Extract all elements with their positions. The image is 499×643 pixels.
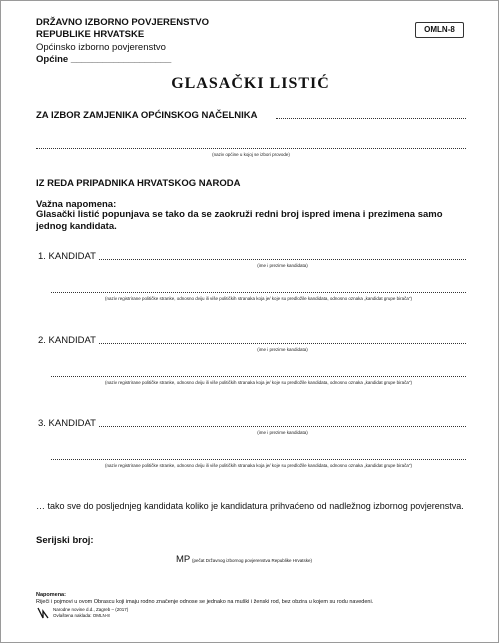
stamp-mark: MP [176, 554, 191, 565]
minority-label: IZ REDA PRIPADNIKA HRVATSKOG NARODA [36, 178, 241, 189]
serial-number-label: Serijski broj: [36, 535, 94, 546]
commission-name: DRŽAVNO IZBORNO POVJERENSTVO [36, 17, 209, 28]
candidate-1-name-line[interactable] [99, 259, 466, 260]
candidate-1-party-line[interactable] [51, 292, 466, 293]
municipality-line: Općine ___________________ [36, 54, 172, 65]
election-fill-line[interactable] [276, 118, 466, 119]
publisher-line-1: Narodne novine d.d., Zagreb – (2017) [53, 607, 129, 612]
municipal-commission: Općinsko izborno povjerenstvo [36, 42, 166, 53]
candidate-1-label: 1. KANDIDAT [38, 251, 96, 262]
municipality-caption: (naziv općine u kojoj se izbori provode) [212, 152, 290, 157]
candidate-2-party-line[interactable] [51, 376, 466, 377]
form-code-badge: OMLN-8 [415, 22, 464, 38]
municipality-fill-line[interactable] [36, 148, 466, 149]
note-heading: Važna napomena: [36, 199, 117, 210]
stamp-caption: (pečat Državnog izbornog povjerenstva Republike Hrvatske) [192, 558, 313, 563]
candidate-2-party-caption: (naziv registrirane političke stranke, odnosno dviju ili više političkih stranaka koja je/ koje su predložile kandidata, odnosno oznaka „kandidat grupe birača") [104, 380, 412, 385]
publisher-line-2: Ovlaštena naklada: OMLN-8 [53, 613, 110, 618]
candidate-3-name-line[interactable] [99, 426, 466, 427]
candidate-3-name-caption: (ime i prezime kandidata) [257, 430, 308, 435]
country-name: REPUBLIKE HRVATSKE [36, 29, 145, 40]
candidate-2-name-caption: (ime i prezime kandidata) [257, 347, 308, 352]
candidate-1-party-caption: (naziv registrirane političke stranke, odnosno dviju ili više političkih stranaka koja je/ koje su predložile kandidata, odnosno oznaka „kandidat grupe birača") [104, 296, 412, 301]
page-title: GLASAČKI LISTIĆ [171, 75, 330, 92]
candidate-2-label: 2. KANDIDAT [38, 335, 96, 346]
candidate-3-label: 3. KANDIDAT [38, 418, 96, 429]
publisher-logo-icon [37, 607, 49, 619]
candidate-3-party-line[interactable] [51, 459, 466, 460]
election-label: ZA IZBOR ZAMJENIKA OPĆINSKOG NAČELNIKA [36, 110, 258, 121]
note-text: Glasački listić popunjava se tako da se zaokruži redni broj ispred imena i prezimena samo jednog kandidata. [36, 209, 443, 232]
footer-note-text: Riječi i pojmovi u ovom Obrascu koji imaju rodno značenje odnose se jednako na muški i ženski rod, bez obzira u kojem su rodu navedeni. [36, 599, 374, 605]
footer-note-heading: Napomena: [36, 592, 66, 598]
candidate-3-party-caption: (naziv registrirane političke stranke, odnosno dviju ili više političkih stranaka koja je/ koje su predložile kandidata, odnosno oznaka „kandidat grupe birača") [104, 463, 412, 468]
candidate-2-name-line[interactable] [99, 343, 466, 344]
continuation-text: … tako sve do posljednjeg kandidata koliko je kandidatura prihvaćeno od nadležnog izbornog povjerenstva. [36, 501, 464, 511]
candidate-1-name-caption: (ime i prezime kandidata) [257, 263, 308, 268]
